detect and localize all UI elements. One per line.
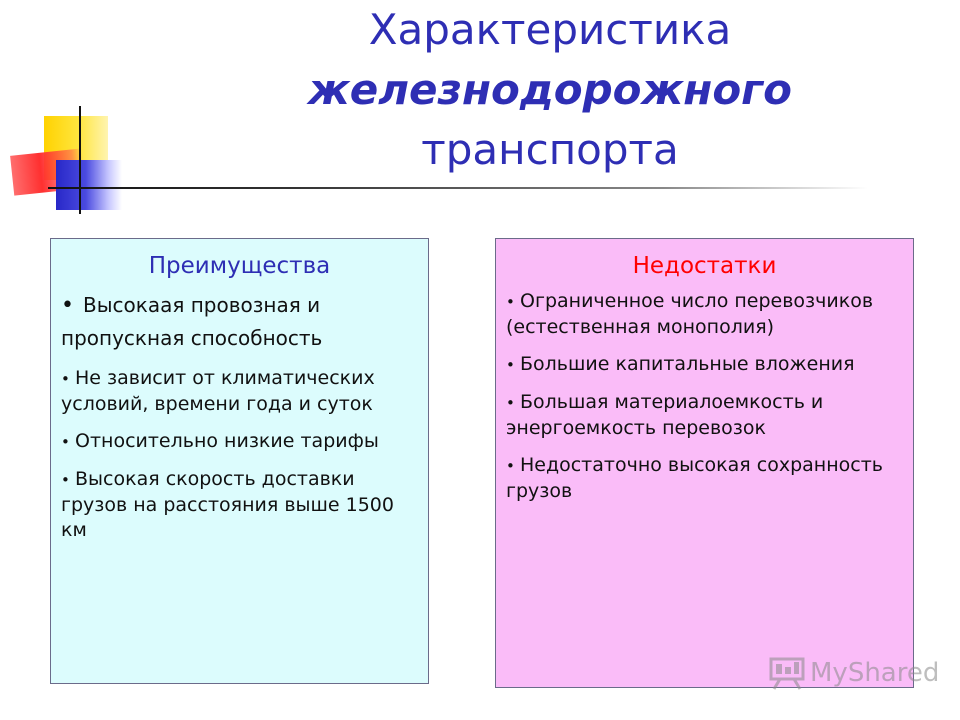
decor-vertical-line: [79, 106, 81, 214]
advantages-panel: [50, 238, 429, 684]
watermark: [768, 656, 939, 690]
bullet-icon: •: [61, 370, 70, 388]
list-item: • Большие капитальные вложения: [506, 352, 905, 378]
bullet-icon: •: [506, 356, 515, 374]
advantages-heading: Преимущества: [148, 253, 331, 279]
bullet-icon: •: [506, 457, 515, 475]
bullet-icon: •: [61, 471, 70, 489]
presentation-board-icon: [768, 656, 806, 690]
disadvantages-panel: [495, 238, 914, 688]
list-item: • Ограниченное число перевозчиков (естественная монополия): [506, 290, 874, 338]
list-item: • Высокая скорость доставки грузов на расстояния выше 1500 км: [61, 468, 394, 541]
title-underline: [48, 187, 868, 189]
list-item: • Недостаточно высокая сохранность грузов: [506, 454, 883, 502]
slide-title: [180, 0, 920, 180]
title-line-2: железнодорожного: [308, 65, 792, 114]
list-item: • Большая материалоемкость и энергоемкость перевозок: [506, 391, 824, 439]
title-line-1: Характеристика: [368, 5, 732, 54]
title-line-3: транспорта: [421, 125, 679, 174]
bullet-icon: •: [61, 433, 70, 451]
list-item: • Не зависит от климатических условий, времени года и суток: [61, 367, 375, 415]
bullet-icon: •: [61, 293, 74, 318]
decor-blue-square: [56, 160, 122, 210]
list-item: • Высокаая провозная и пропускная способность: [61, 289, 420, 354]
watermark-text: MyShared: [810, 658, 940, 688]
list-item: • Относительно низкие тарифы: [61, 429, 420, 455]
bullet-icon: •: [506, 293, 515, 311]
advantages-list: [51, 289, 428, 543]
disadvantages-list: [496, 289, 913, 504]
disadvantages-heading: Недостатки: [632, 253, 777, 279]
bullet-icon: •: [506, 394, 515, 412]
